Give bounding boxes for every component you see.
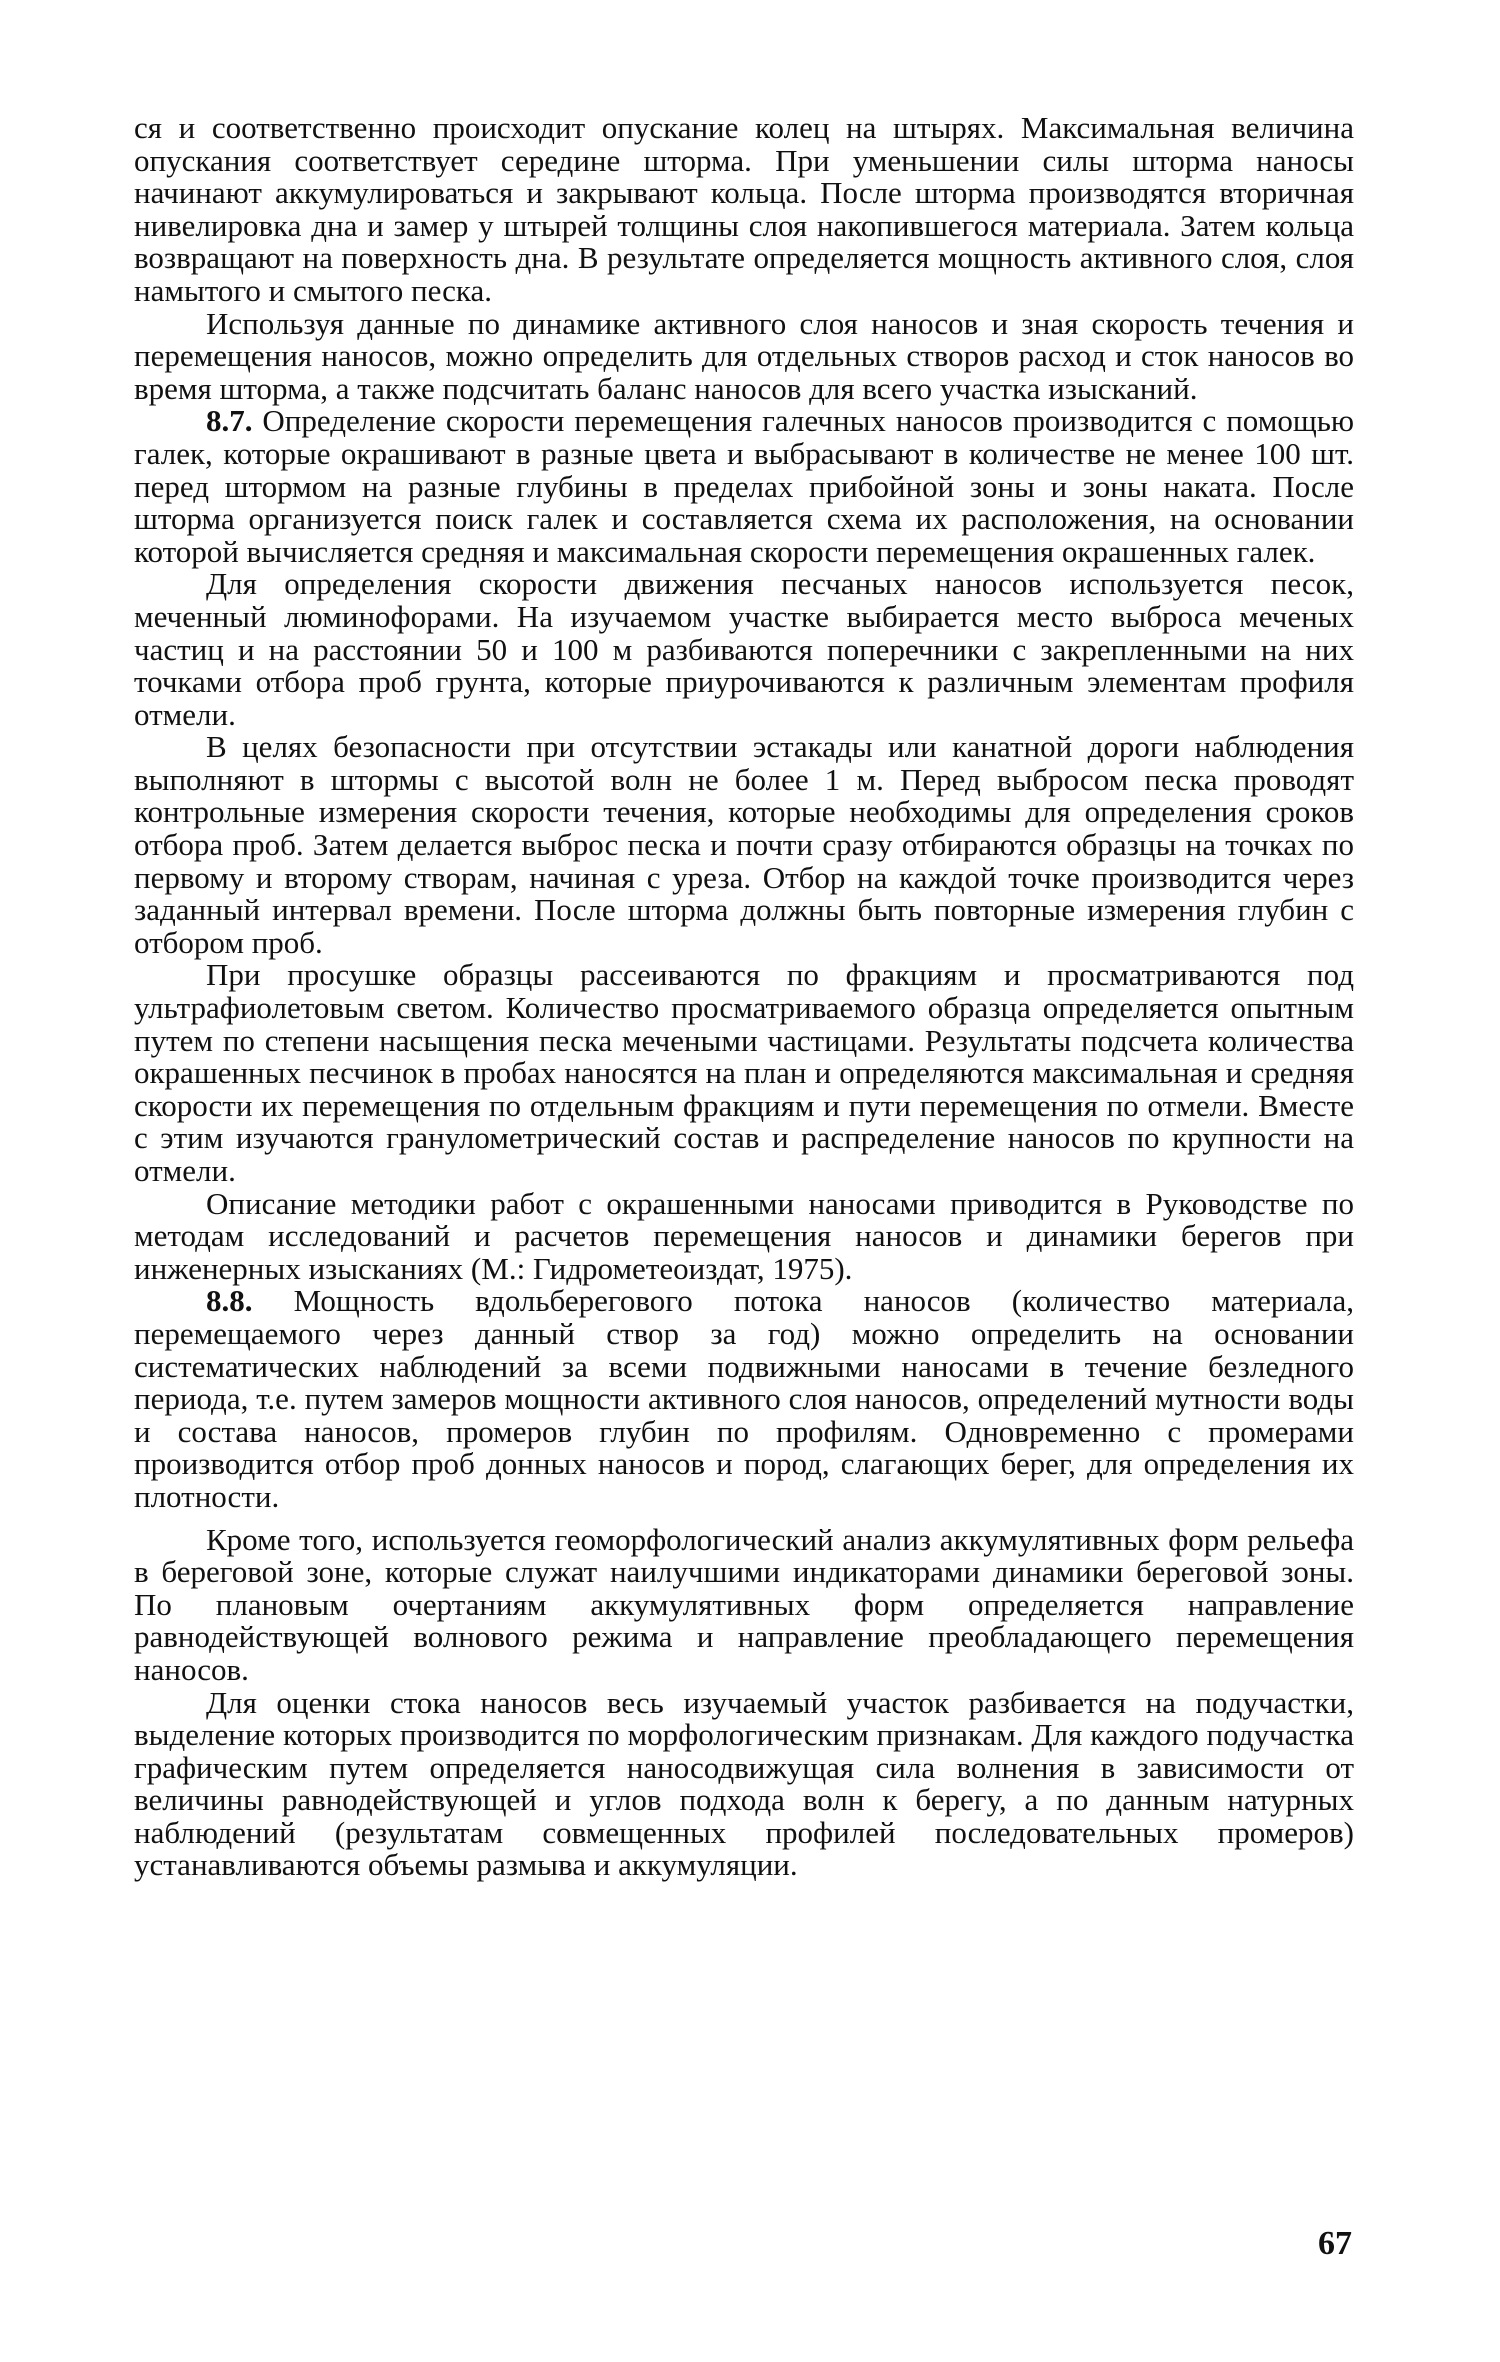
paragraph-9	[134, 1521, 1354, 1687]
paragraph-6	[134, 959, 1354, 1187]
section-number-8-8: 8.8.	[206, 1283, 253, 1319]
paragraph-4	[134, 568, 1354, 731]
text-column	[134, 112, 1354, 1882]
paragraph-6-text: При просушке образцы рассеиваются по фракциям и просматриваются под ультрафиолетовым светом. Количество просматриваемого образца определяется опытным путем по степени насыщения песка мечеными частицами. Результаты подсчета количества окрашенных песчинок в пробах наносятся на план и определяются максимальная и средняя скорости их перемещения по отдельным фракциям и пути перемещения по отмели. Вместе с этим изучаются гранулометрический состав и распределение наносов по крупности на отмели.	[134, 957, 1354, 1188]
paragraph-3-text: Определение скорости перемещения галечных наносов производится с помощью галек, которые окрашивают в разные цвета и выбрасывают в количестве не менее 100 шт. перед штормом на разные глубины в пределах прибойной зоны и зоны наката. После шторма организуется поиск галек и составляется схема их расположения, на основании которой вычисляется средняя и максимальная скорости перемещения окрашенных галек.	[134, 403, 1354, 569]
paragraph-3-section-8-7	[134, 405, 1354, 568]
paragraph-10-text: Для оценки стока наносов весь изучаемый участок разбивается на подучастки, выделение которых производится по морфологическим признакам. Для каждого подучастка графическим путем определяется наносодвижущая сила волнения в зависимости от величины равнодействующей и углов подхода волн к берегу, а по данным натурных наблюдений (результатам совмещенных профилей последовательных промеров) устанавливаются объемы размыва и аккумуляции.	[134, 1684, 1354, 1883]
paragraph-2-text: Используя данные по динамике активного слоя наносов и зная скорость течения и перемещения наносов, можно определить для отдельных створов расход и сток наносов во время шторма, а также подсчитать баланс наносов для всего участка изысканий.	[134, 305, 1354, 406]
paragraph-7-text: Описание методики работ с окрашенными наносами приводится в Руководстве по методам исследований и расчетов перемещения наносов и динамики берегов при инженерных изысканиях (М.: Гидрометеоиздат, 1975).	[134, 1185, 1354, 1286]
paragraph-5	[134, 731, 1354, 959]
section-number-8-7: 8.7.	[206, 403, 253, 439]
paragraph-8-section-8-8	[134, 1285, 1354, 1513]
paragraph-4-text: Для определения скорости движения песчаных наносов используется песок, меченный люминофорами. На изучаемом участке выбирается место выброса меченых частиц и на расстоянии 50 и 100 м разбиваются поперечники с закрепленными на них точками отбора проб грунта, которые приурочиваются к различным элементам профиля отмели.	[134, 566, 1354, 732]
paragraph-1-text: ся и соответственно происходит опускание колец на штырях. Максимальная величина опускания соответствует середине шторма. При уменьшении силы шторма наносы начинают аккумулироваться и закрывают кольца. После шторма производятся вторичная нивелировка дна и замер у штырей толщины слоя накопившегося материала. Затем кольца возвращают на поверхность дна. В результате определяется мощность активного слоя, слоя намытого и смытого песка.	[134, 110, 1354, 308]
paragraph-9-text: Кроме того, используется геоморфологический анализ аккумулятивных форм рельефа в береговой зоне, которые служат наилучшими индикаторами динамики береговой зоны. По плановым очертаниям аккумулятивных форм определяется направление равнодействующей волнового режима и направление преобладающего перемещения наносов.	[134, 1521, 1354, 1687]
paragraph-10	[134, 1684, 1354, 1883]
paragraph-1	[134, 112, 1354, 308]
paragraph-5-text: В целях безопасности при отсутствии эстакады или канатной дороги наблюдения выполняют в штормы с высотой волн не более 1 м. Перед выбросом песка проводят контрольные измерения скорости течения, которые необходимы для определения сроков отбора проб. Затем делается выброс песка и почти сразу отбираются образцы на точках по первому и второму створам, начиная с уреза. Отбор на каждой точке производится через заданный интервал времени. После шторма должны быть повторные измерения глубин с отбором проб.	[134, 729, 1354, 960]
paragraph-2	[134, 305, 1354, 406]
paragraph-8-text: Мощность вдольберегового потока наносов (количество материала, перемещаемого через данный створ за год) можно определить на основании систематических наблюдений за всеми подвижными наносами в течение безледного периода, т.е. путем замеров мощности активного слоя наносов, определений мутности воды и состава наносов, промеров глубин по профилям. Одновременно с промерами производится отбор проб донных наносов и пород, слагающих берег, для определения их плотности.	[134, 1283, 1354, 1514]
paragraph-7	[134, 1185, 1354, 1286]
page-number: 67	[1318, 2225, 1352, 2262]
